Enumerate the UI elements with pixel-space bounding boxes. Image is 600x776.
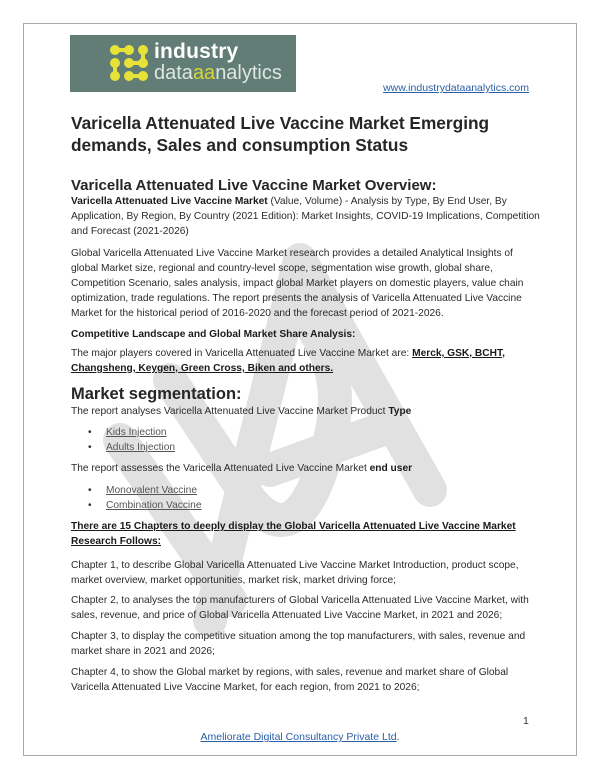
footer: Ameliorate Digital Consultancy Private Ltd. xyxy=(200,731,400,743)
end-user-intro: The report assesses the Varicella Attenuated Live Vaccine Market end user xyxy=(71,463,413,474)
competitive-heading: Competitive Landscape and Global Market Share Analysis: xyxy=(71,329,356,340)
list-item[interactable]: • Combination Vaccine xyxy=(88,498,202,513)
page-number: 1 xyxy=(523,715,529,727)
overview-heading: Varicella Attenuated Live Vaccine Market Overview: xyxy=(71,177,437,194)
chapter-2: Chapter 2, to analyses the top manufacturers of Global Varicella Attenuated Live Vaccine Market, with sales, revenue, and price of Global Varicella Attenuated Live Vaccine Market, in 2021 and 2026; xyxy=(71,595,529,621)
product-type-list xyxy=(88,425,175,455)
end-user-list xyxy=(88,483,202,513)
website-link[interactable]: www.industrydataanalytics.com xyxy=(383,82,529,94)
chapter-1: Chapter 1, to describe Global Varicella Attenuated Live Vaccine Market Introduction, product scope, market overview, market opportunities, market risk, market driving force; xyxy=(71,560,519,586)
players-list[interactable]: Merck, GSK, BCHT, Changsheng, Keygen, Green Cross, Biken and others. xyxy=(71,348,505,374)
logo-wordmark-bottom: dataaanalytics xyxy=(154,62,282,84)
overview-intro: Varicella Attenuated Live Vaccine Market (Value, Volume) - Analysis by Type, By End User, By Application, By Region, By Country (2021 Edition): Market Insights, COVID-19 Implications, Competition and Forecast (2021-2026) xyxy=(71,196,540,237)
brand-logo[interactable] xyxy=(70,35,296,92)
segmentation-heading: Market segmentation: xyxy=(71,385,242,403)
list-item[interactable]: • Kids Injection xyxy=(88,425,175,440)
logo-wordmark-top: industry xyxy=(154,40,239,63)
list-item[interactable]: • Monovalent Vaccine xyxy=(88,483,202,498)
overview-description: Global Varicella Attenuated Live Vaccine Market research provides a detailed Analytical Insights of global Market size, regional and country-level scope, segmentation wise growth, global share, Competition Scenario, sales analysis, impact global Market players on domestic players, value chain optimization, trade regulations. The report presents the analysis of Varicella Attenuated Live Vaccine Market for the historical period of 2016-2020 and the forecast period of 2021-2026. xyxy=(71,248,524,319)
logo-dots-icon xyxy=(108,43,150,83)
product-type-intro: The report analyses Varicella Attenuated Live Vaccine Market Product Type xyxy=(71,406,412,417)
chapter-3: Chapter 3, to display the competitive situation among the top manufacturers, with sales, revenue and market share in 2021 and 2026; xyxy=(71,631,526,657)
document-title: Varicella Attenuated Live Vaccine Market Emerging demands, Sales and consumption Status xyxy=(71,113,490,155)
company-link[interactable]: Ameliorate Digital Consultancy Private Ltd xyxy=(200,731,397,743)
major-players: The major players covered in Varicella Attenuated Live Vaccine Market are: Merck, GSK, BCHT, Changsheng, Keygen, Green Cross, Biken and others. xyxy=(71,348,505,374)
list-item[interactable]: • Adults Injection xyxy=(88,440,175,455)
chapter-4: Chapter 4, to show the Global market by regions, with sales, revenue and market share of Global Varicella Attenuated Live Vaccine Market, for each region, from 2021 to 2026; xyxy=(71,667,509,693)
chapters-heading: There are 15 Chapters to deeply display the Global Varicella Attenuated Live Vaccine Market Research Follows: xyxy=(71,521,516,547)
